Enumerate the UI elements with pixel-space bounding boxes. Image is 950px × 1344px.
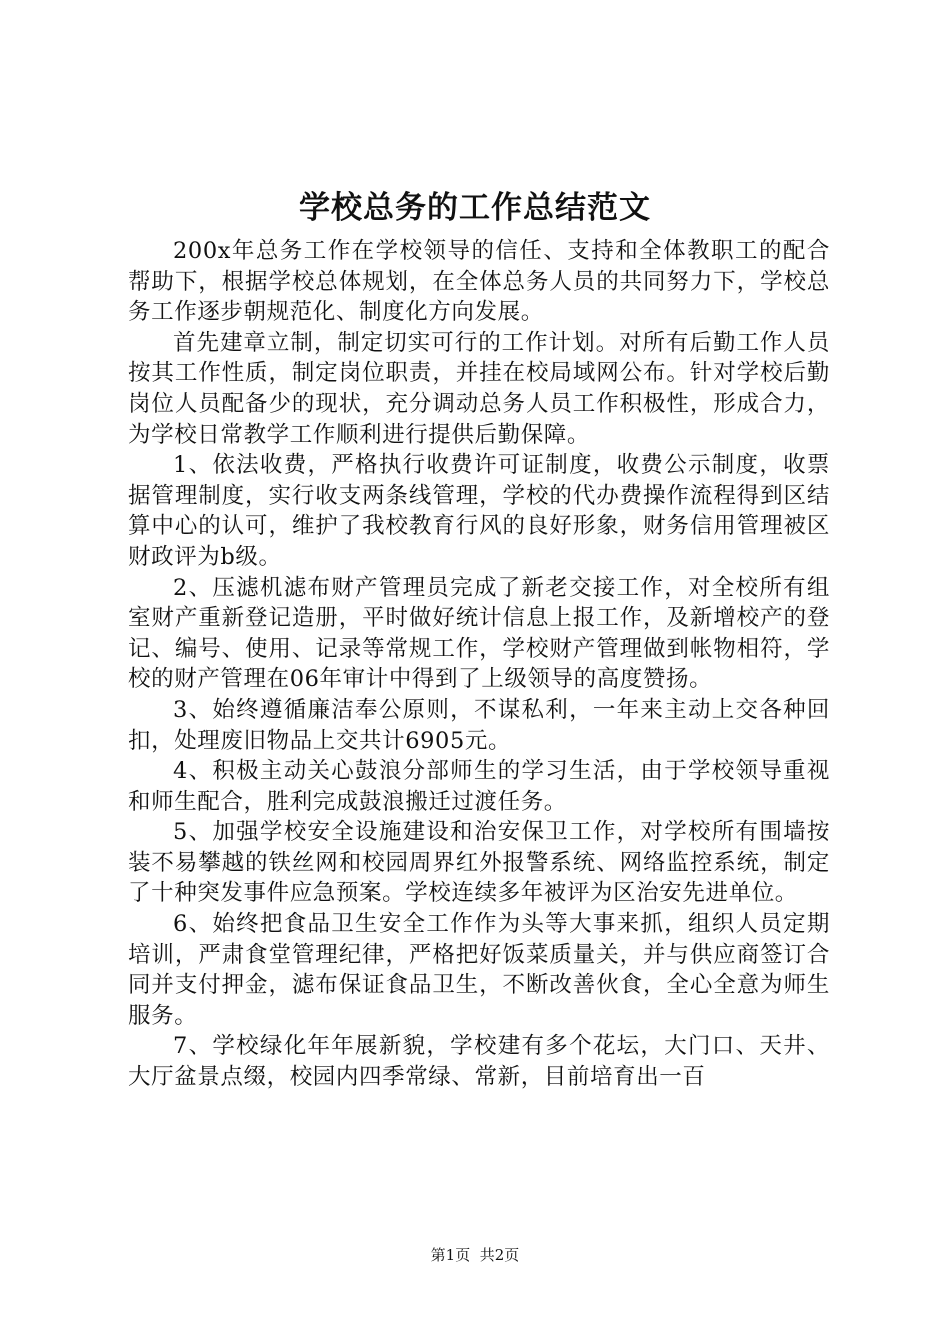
paragraph-planning: 首先建章立制，制定切实可行的工作计划。对所有后勤工作人员按其工作性质，制定岗位职责，并挂在校局域网公布。针对学校后勤岗位人员配备少的现状，充分调动总务人员工作积极性，形成合力，为学校日常教学工作顺利进行提供后勤保障。: [128, 329, 830, 448]
paragraph-item-6: 6、始终把食品卫生安全工作作为头等大事来抓，组织人员定期培训，严肃食堂管理纪律，严格把好饭菜质量关，并与供应商签订合同并支付押金，滤布保证食品卫生，不断改善伙食，全心全意为师生服务。: [128, 911, 830, 1029]
document-title: 学校总务的工作总结范文: [299, 190, 651, 226]
paragraph-item-3: 3、始终遵循廉洁奉公原则，不谋私利，一年来主动上交各种回扣，处理废旧物品上交共计6905元。: [128, 696, 830, 754]
paragraph-item-2: 2、压滤机滤布财产管理员完成了新老交接工作，对全校所有组室财产重新登记造册，平时做好统计信息上报工作，及新增校产的登记、编号、使用、记录等常规工作，学校财产管理做到帐物相符，学校的财产管理在06年审计中得到了上级领导的高度赞扬。: [128, 574, 830, 693]
paragraph-intro: 200x年总务工作在学校领导的信任、支持和全体教职工的配合帮助下，根据学校总体规划，在全体总务人员的共同努力下，学校总务工作逐步朝规范化、制度化方向发展。: [128, 238, 830, 326]
paragraph-item-1: 1、依法收费，严格执行收费许可证制度，收费公示制度，收票据管理制度，实行收支两条线管理，学校的代办费操作流程得到区结算中心的认可，维护了我校教育行风的良好形象，财务信用管理被区财政评为b级。: [128, 452, 830, 570]
paragraph-item-7: 7、学校绿化年年展新貌，学校建有多个花坛，大门口、天井、大厅盆景点缀，校园内四季常绿、常新，目前培育出一百: [128, 1033, 830, 1091]
page-number: 第1页: [430, 1246, 471, 1264]
page-total: 共2页: [479, 1246, 520, 1264]
document-body: [128, 236, 830, 1093]
paragraph-item-4: 4、积极主动关心鼓浪分部师生的学习生活，由于学校领导重视和师生配合，胜利完成鼓浪搬迁过渡任务。: [128, 758, 830, 815]
paragraph-item-5: 5、加强学校安全设施建设和治安保卫工作，对学校所有围墙按装不易攀越的铁丝网和校园周界红外报警系统、网络监控系统，制定了十种突发事件应急预案。学校连续多年被评为区治安先进单位。: [128, 819, 830, 907]
page-footer: [0, 1245, 950, 1265]
